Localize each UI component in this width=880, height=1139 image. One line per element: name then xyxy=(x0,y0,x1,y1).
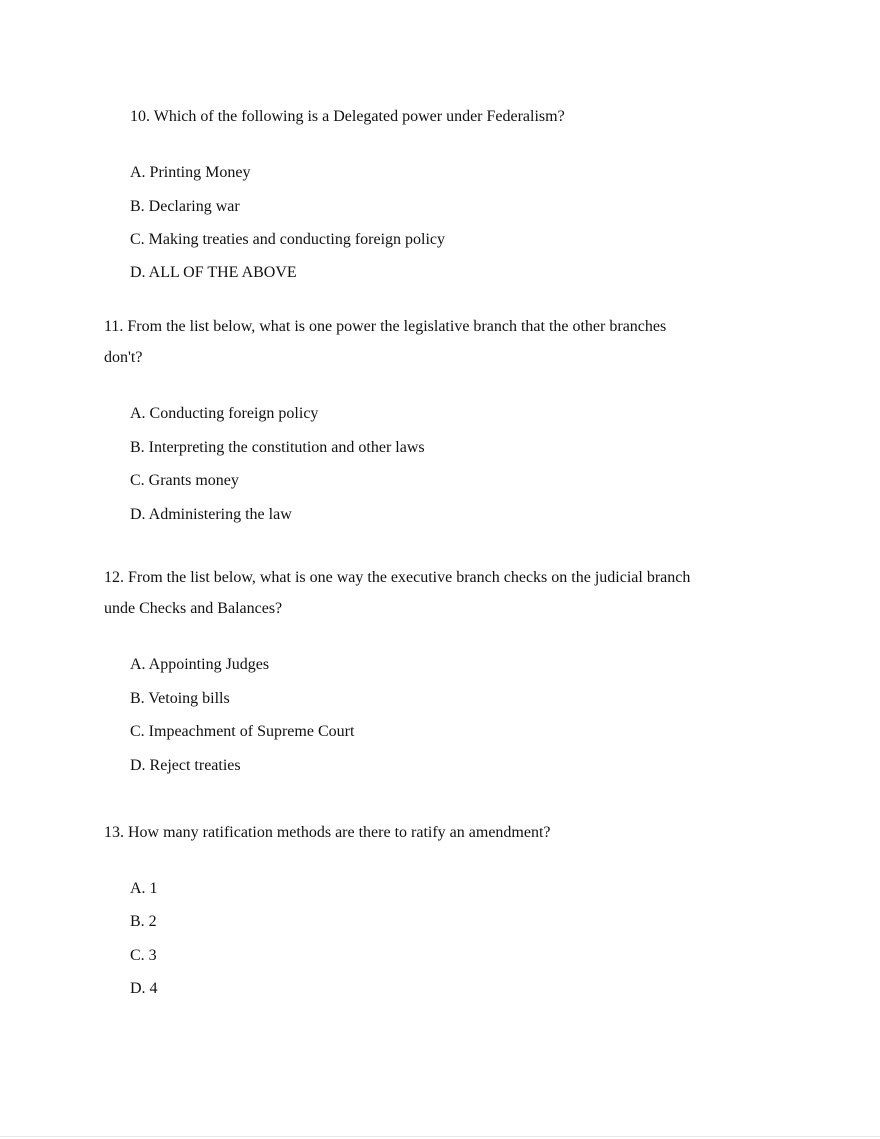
question-13-text: 13. How many ratification methods are there to ratify an amendment? xyxy=(104,824,551,841)
question-13-option-d: D. 4 xyxy=(130,980,158,997)
page-bottom-divider xyxy=(0,1136,880,1137)
question-10-option-d: D. ALL OF THE ABOVE xyxy=(130,264,297,281)
question-13-option-a: A. 1 xyxy=(130,880,158,897)
question-10-option-b: B. Declaring war xyxy=(130,198,240,215)
question-12-text-line-1: 12. From the list below, what is one way the executive branch checks on the judicial branch xyxy=(104,569,691,586)
question-11-option-c: C. Grants money xyxy=(130,472,239,489)
question-11-option-a: A. Conducting foreign policy xyxy=(130,405,319,422)
question-10-option-a: A. Printing Money xyxy=(130,164,251,181)
question-10-text: 10. Which of the following is a Delegated power under Federalism? xyxy=(130,108,565,125)
question-11-option-d: D. Administering the law xyxy=(130,506,292,523)
question-12-option-c: C. Impeachment of Supreme Court xyxy=(130,723,355,740)
question-12-option-d: D. Reject treaties xyxy=(130,757,241,774)
question-11-text-line-2: don't? xyxy=(104,349,143,366)
question-13-option-b: B. 2 xyxy=(130,913,157,930)
question-10-option-c: C. Making treaties and conducting foreign policy xyxy=(130,231,446,248)
question-13-option-c: C. 3 xyxy=(130,947,157,964)
question-11-option-b: B. Interpreting the constitution and other laws xyxy=(130,439,425,456)
question-12-option-a: A. Appointing Judges xyxy=(130,656,270,673)
question-12-text-line-2: unde Checks and Balances? xyxy=(104,600,283,617)
question-11-text-line-1: 11. From the list below, what is one power the legislative branch that the other branches xyxy=(104,318,667,335)
question-12-option-b: B. Vetoing bills xyxy=(130,690,230,707)
